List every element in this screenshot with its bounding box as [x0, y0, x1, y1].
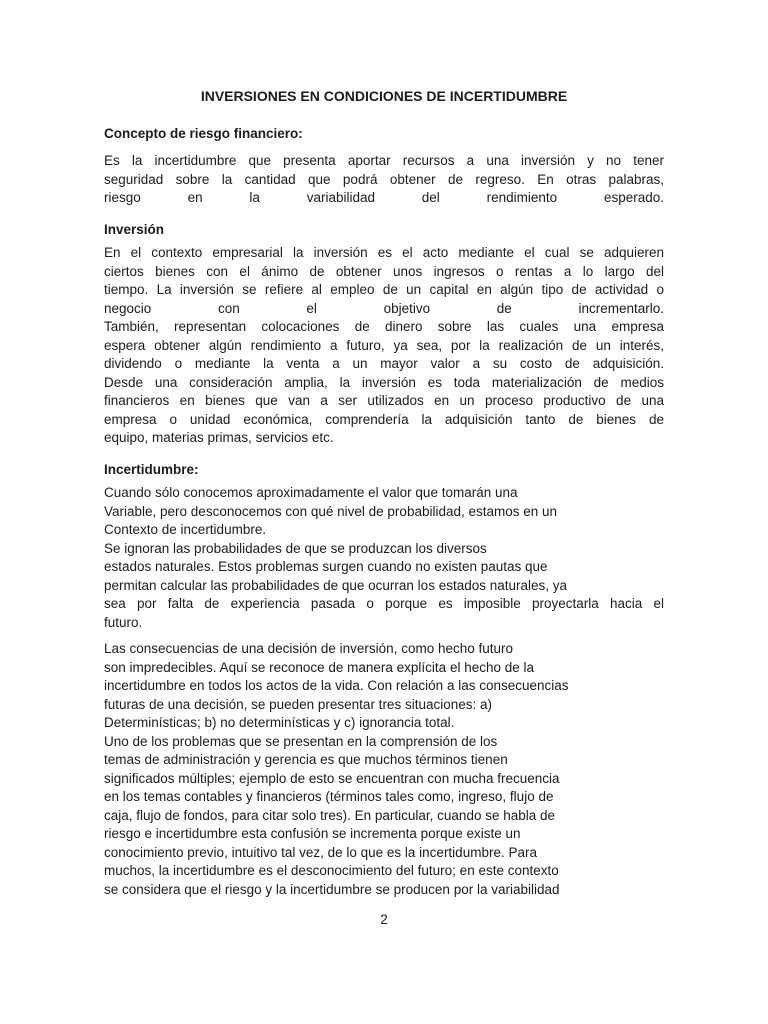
paragraph-line: Determinísticas; b) no determinísticas y c) ignorancia total. [104, 715, 455, 730]
paragraph-line: Las consecuencias de una decisión de inversión, como hecho futuro [104, 641, 514, 656]
paragraph-line: permitan calcular las probabilidades de que ocurran los estados naturales, ya [104, 577, 568, 593]
page-number: 2 [380, 912, 388, 927]
paragraph-line: son impredecibles. Aquí se reconoce de manera explícita el hecho de la [104, 659, 535, 675]
document-title: INVERSIONES EN CONDICIONES DE INCERTIDUMBRE [200, 88, 568, 104]
paragraph-line: Contexto de incertidumbre. [104, 522, 267, 537]
paragraph-line: caja, flujo de fondos, para citar solo tres). En particular, cuando se habla de [104, 807, 556, 823]
paragraph-line: en los temas contables y financieros (términos tales como, ingreso, flujo de [104, 789, 554, 804]
paragraph-line: financieros en bienes que van a ser utilizados en un proceso productivo de una [104, 393, 664, 408]
paragraph-gap [104, 632, 664, 640]
paragraph-line: tiempo. La inversión se refiere al empleo de un capital en algún tipo de actividad o [104, 282, 664, 297]
section-heading: Inversión [104, 221, 165, 237]
paragraph-line: seguridad sobre la cantidad que podrá obtener de regreso. En otras palabras, [104, 171, 664, 187]
paragraph-line: incertidumbre en todos los actos de la vida. Con relación a las consecuencias [104, 678, 569, 693]
paragraph-line: se considera que el riesgo y la incertidumbre se producen por la variabilidad [104, 881, 560, 897]
paragraph-line: En el contexto empresarial la inversión es el acto mediante el cual se adquieren [104, 245, 664, 260]
paragraph-line: Uno de los problemas que se presentan en la comprensión de los [104, 733, 498, 749]
paragraph-line: futuras de una decisión, se pueden presentar tres situaciones: a) [104, 696, 492, 712]
paragraph-line: dividendo o mediante la venta a un mayor valor a su costo de adquisición. [104, 356, 664, 371]
paragraph-line: conocimiento previo, intuitivo tal vez, de lo que es la incertidumbre. Para [104, 844, 537, 860]
paragraph-line: significados múltiples; ejemplo de esto se encuentran con mucha frecuencia [104, 770, 560, 786]
paragraph-line: También, representan colocaciones de dinero sobre las cuales una empresa [104, 319, 664, 334]
paragraph-line: estados naturales. Estos problemas surgen cuando no existen pautas que [104, 559, 548, 574]
paragraph-line: espera obtener algún rendimiento a futuro, ya sea, por la realización de un interés, [104, 337, 664, 353]
paragraph-line: temas de administración y gerencia es que muchos términos tienen [104, 752, 508, 767]
section-heading: Concepto de riesgo financiero: [104, 125, 303, 141]
section-heading: Incertidumbre: [104, 461, 199, 477]
paragraph-line: Cuando sólo conocemos aproximadamente el valor que tomarán una [104, 485, 518, 500]
paragraph-line: equipo, materias primas, servicios etc. [104, 430, 334, 445]
paragraph-line: riesgo e incertidumbre esta confusión se incrementa porque existe un [104, 826, 521, 841]
paragraph-line: Variable, pero desconocemos con qué nivel de probabilidad, estamos en un [104, 503, 558, 519]
paragraph-line: sea por falta de experiencia pasada o porque es imposible proyectarla hacia el [104, 596, 664, 611]
paragraph-line: Se ignoran las probabilidades de que se produzcan los diversos [104, 540, 487, 556]
paragraph-line: ciertos bienes con el ánimo de obtener unos ingresos o rentas a lo largo del [104, 263, 664, 279]
page-content [104, 87, 664, 930]
paragraph-line: futuro. [104, 614, 143, 630]
paragraph-line: Desde una consideración amplia, la inversión es toda materialización de medios [104, 374, 664, 390]
paragraph-line: Es la incertidumbre que presenta aportar recursos a una inversión y no tener [104, 153, 664, 168]
paragraph-line: negocio con el objetivo de incrementarlo. [104, 300, 664, 316]
paragraph-line: muchos, la incertidumbre es el desconocimiento del futuro; en este contexto [104, 863, 559, 878]
paragraph-line: riesgo en la variabilidad del rendimiento esperado. [104, 190, 664, 205]
paragraph-line: empresa o unidad económica, comprendería la adquisición tanto de bienes de [104, 411, 664, 427]
